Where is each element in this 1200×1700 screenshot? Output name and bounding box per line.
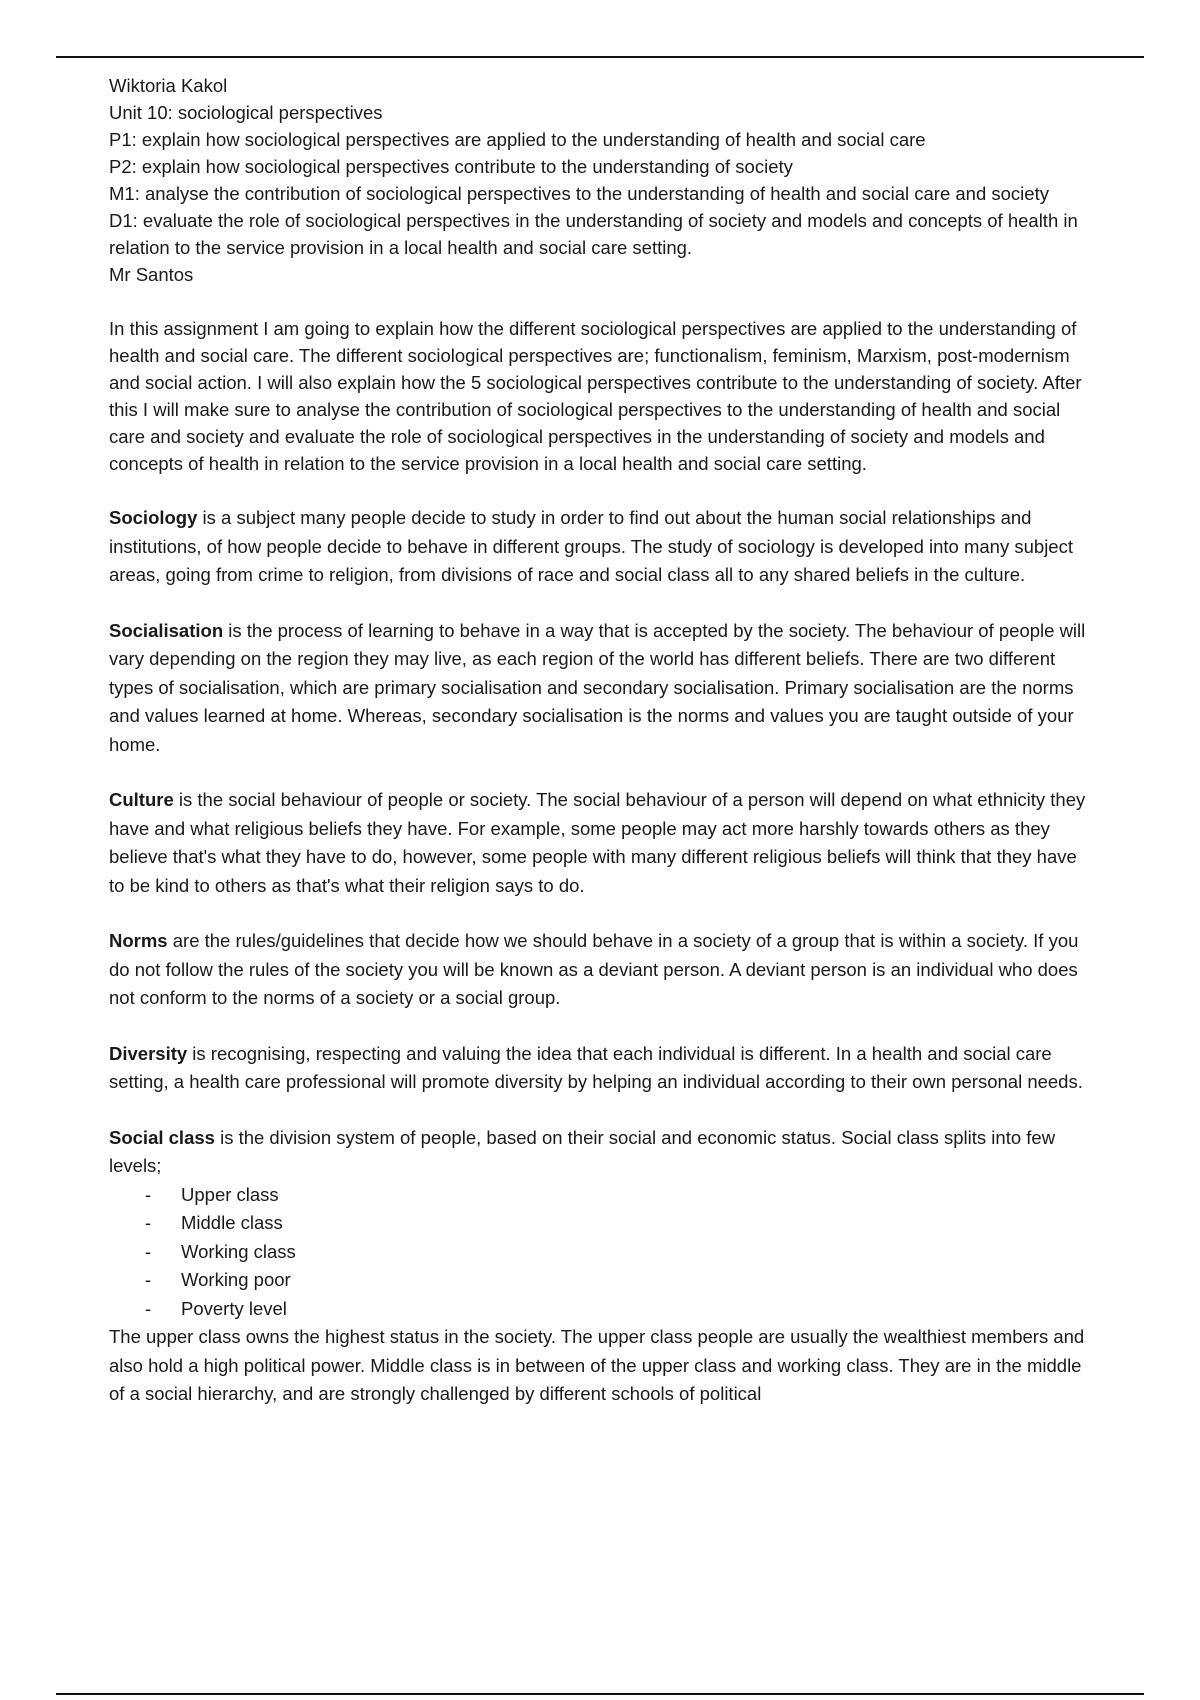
bullet-dash: - bbox=[145, 1240, 152, 1262]
list-item-label: Working poor bbox=[181, 1269, 291, 1290]
author-name: Wiktoria Kakol bbox=[109, 75, 228, 96]
list-item bbox=[145, 1181, 1094, 1210]
definition-socialisation bbox=[109, 617, 1094, 760]
term-culture: Culture bbox=[109, 789, 174, 810]
criterion-p2: P2: explain how sociological perspectives contribute to the understanding of society bbox=[109, 156, 793, 177]
list-item bbox=[145, 1266, 1094, 1295]
list-item-label: Working class bbox=[181, 1240, 296, 1262]
list-item-label: Middle class bbox=[181, 1212, 283, 1233]
definition-social-class bbox=[109, 1124, 1094, 1181]
bottom-rule bbox=[56, 1693, 1144, 1695]
definition-culture bbox=[109, 786, 1094, 900]
definition-diversity bbox=[109, 1040, 1094, 1097]
social-class-levels-list bbox=[109, 1181, 1094, 1324]
list-item bbox=[145, 1209, 1094, 1238]
social-class-description: The upper class owns the highest status in the society. The upper class people are usually the wealthiest members and also hold a high political power. Middle class is in between of the upper class and working class. They are in the middle of a social hierarchy, and are strongly challenged by different schools of political bbox=[109, 1326, 1085, 1404]
bullet-dash: - bbox=[145, 1183, 152, 1205]
criterion-m1: M1: analyse the contribution of sociological perspectives to the understanding of health and social care and society bbox=[109, 183, 1049, 204]
term-socialisation: Socialisation bbox=[109, 619, 224, 641]
list-item-label: Upper class bbox=[181, 1183, 279, 1205]
definition-text: is the social behaviour of people or society. The social behaviour of a person will depend on what ethnicity they have and what religious beliefs they have. For example, some people may act more harshly towards others as they believe that's what they have to do, however, some people with many different religious beliefs will think that they have to be kind to others as that's what their religion says to do. bbox=[109, 789, 1086, 896]
unit-title: Unit 10: sociological perspectives bbox=[109, 102, 383, 123]
definition-text: is the process of learning to behave in a way that is accepted by the society. The behaviour of people will vary depending on the region they may live, as each region of the world has different beliefs. There are two different types of socialisation, which are primary socialisation and secondary socialisation. Primary socialisation are the norms and values learned at home. Whereas, secondary socialisation is the norms and values you are taught outside of your home. bbox=[109, 619, 1086, 755]
list-item-label: Poverty level bbox=[181, 1297, 287, 1319]
definition-text: are the rules/guidelines that decide how we should behave in a society of a group that is within a society. If you do not follow the rules of the society you will be known as a deviant person. A deviant person is an individual who does not conform to the norms of a society or a social group. bbox=[109, 930, 1079, 1008]
list-item bbox=[145, 1295, 1094, 1324]
list-item bbox=[145, 1238, 1094, 1267]
document-body bbox=[109, 72, 1094, 1409]
bullet-dash: - bbox=[145, 1269, 152, 1290]
intro-paragraph: In this assignment I am going to explain how the different sociological perspectives are applied to the understanding of health and social care. The different sociological perspectives are; functionalism, feminism, Marxism, post-modernism and social action. I will also explain how the 5 sociological perspectives contribute to the understanding of society. After this I will make sure to analyse the contribution of sociological perspectives to the understanding of health and social care and society and evaluate the role of sociological perspectives in the understanding of society and models and concepts of health in relation to the service provision in a local health and social care setting. bbox=[109, 318, 1082, 474]
definition-text: is recognising, respecting and valuing the idea that each individual is different. In a health and social care setting, a health care professional will promote diversity by helping an individual according to their own personal needs. bbox=[109, 1042, 1083, 1092]
teacher-name: Mr Santos bbox=[109, 264, 194, 285]
term-sociology: Sociology bbox=[109, 507, 198, 528]
criterion-p1: P1: explain how sociological perspectives are applied to the understanding of health and social care bbox=[109, 129, 926, 150]
definition-text: is the division system of people, based on their social and economic status. Social class splits into few levels; bbox=[109, 1126, 1056, 1176]
term-norms: Norms bbox=[109, 930, 168, 951]
definition-sociology bbox=[109, 504, 1094, 590]
term-social-class: Social class bbox=[109, 1126, 215, 1148]
criterion-d1: D1: evaluate the role of sociological perspectives in the understanding of society and models and concepts of health in relation to the service provision in a local health and social care setting. bbox=[109, 210, 1078, 258]
header-block bbox=[109, 72, 1094, 288]
term-diversity: Diversity bbox=[109, 1042, 188, 1064]
definition-text: is a subject many people decide to study in order to find out about the human social relationships and institutions, of how people decide to behave in different groups. The study of sociology is developed into many subject areas, going from crime to religion, from divisions of race and social class all to any shared beliefs in the culture. bbox=[109, 507, 1073, 585]
top-rule bbox=[56, 56, 1144, 58]
bullet-dash: - bbox=[145, 1297, 152, 1319]
bullet-dash: - bbox=[145, 1212, 152, 1233]
definition-norms bbox=[109, 927, 1094, 1013]
